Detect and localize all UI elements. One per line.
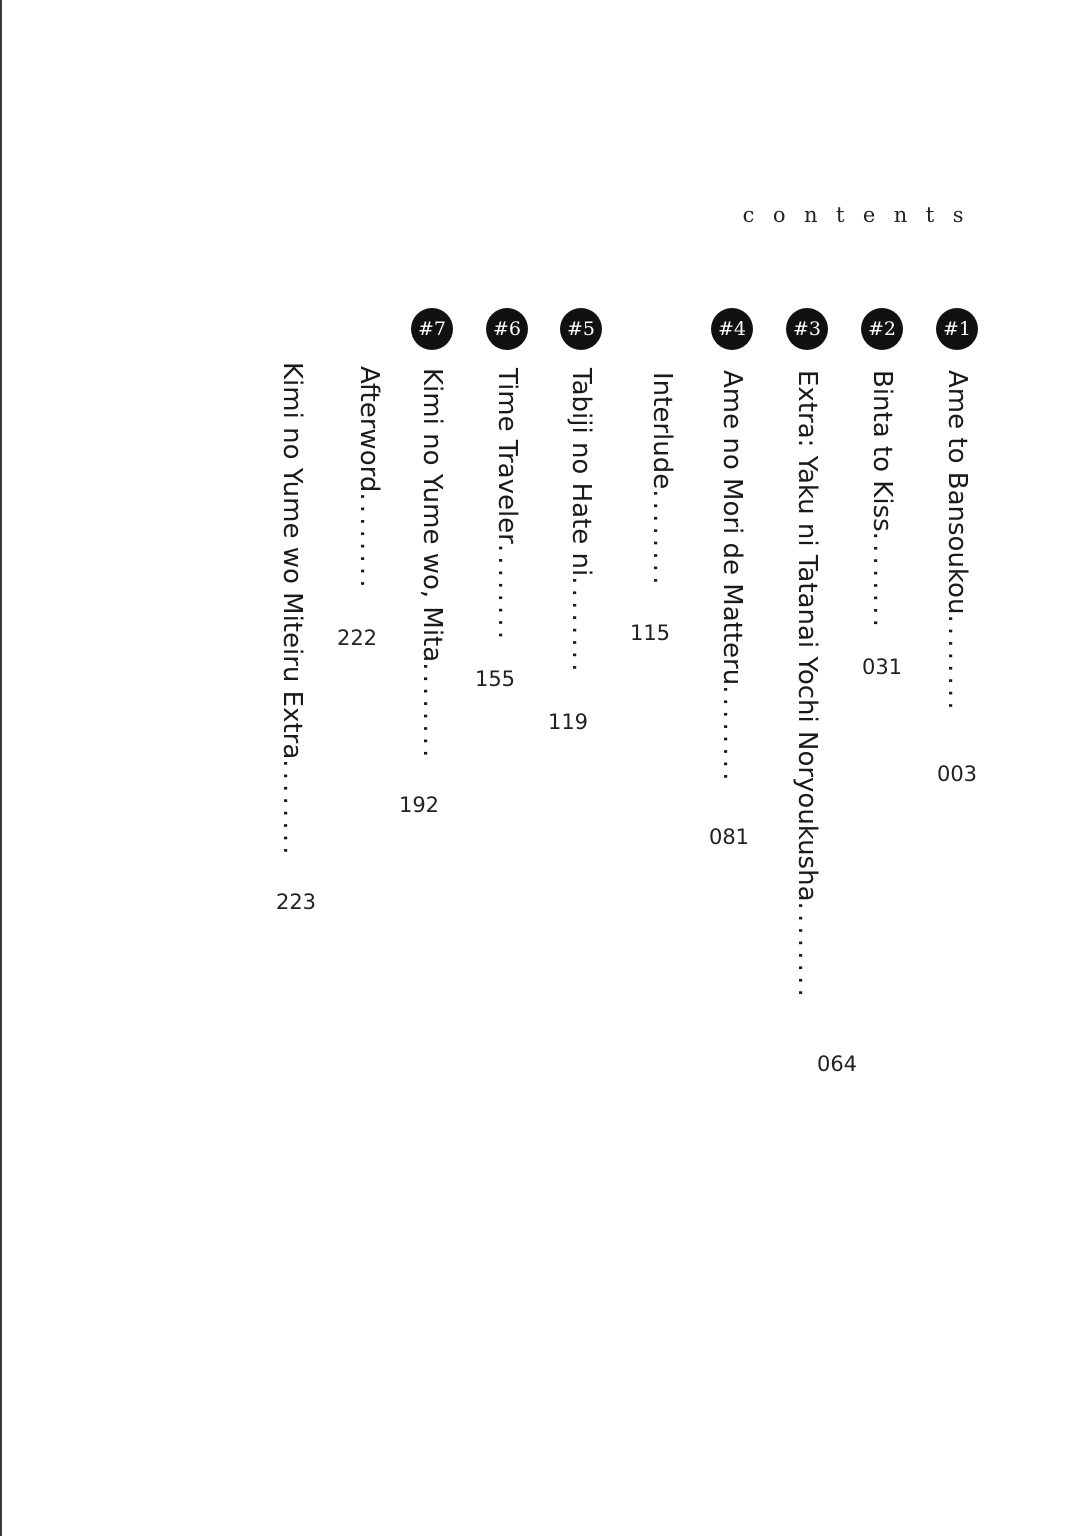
page-number: 155 xyxy=(474,667,516,691)
page-number: 115 xyxy=(629,621,671,645)
chapter-title xyxy=(277,362,307,859)
chapter-title xyxy=(717,370,747,785)
page-number: 031 xyxy=(861,655,903,679)
chapter-title xyxy=(354,366,384,592)
chapter-badge: #1 xyxy=(936,308,978,350)
page-number: 119 xyxy=(547,710,589,734)
leader-dots: ........ xyxy=(566,576,596,676)
chapter-badge: #4 xyxy=(711,308,753,350)
chapter-title-text: Afterword xyxy=(354,366,384,493)
page-number: 223 xyxy=(275,890,317,914)
page-number: 081 xyxy=(708,825,750,849)
chapter-title-text: Time Traveler xyxy=(492,368,522,544)
chapter-title-text: Kimi no Yume wo Miteiru Extra xyxy=(277,362,307,760)
chapter-title xyxy=(942,370,972,714)
chapter-badge: #2 xyxy=(861,308,903,350)
chapter-title-text: Ame no Mori de Matteru xyxy=(717,370,747,686)
chapter-badge: #6 xyxy=(486,308,528,350)
leader-dots: ........ xyxy=(717,685,747,785)
chapter-badge: #7 xyxy=(411,308,453,350)
leader-dots: ........ xyxy=(354,492,384,592)
leader-dots: ........ xyxy=(277,759,307,859)
chapter-title xyxy=(647,372,677,589)
contents-heading: contents xyxy=(742,203,982,227)
chapter-title xyxy=(867,370,897,631)
chapter-title xyxy=(566,368,596,676)
leader-dots: ........ xyxy=(942,614,972,714)
leader-dots: ........ xyxy=(867,531,897,632)
chapter-title-text: Interlude xyxy=(647,372,677,490)
chapter-title xyxy=(417,368,447,762)
chapter-title-text: Extra: Yaku ni Tatanai Yochi Noryoukusha xyxy=(792,370,822,902)
chapter-title-text: Binta to Kiss xyxy=(867,370,897,532)
leader-dots: ........ xyxy=(792,901,822,1001)
chapter-badge: #3 xyxy=(786,308,828,350)
chapter-title xyxy=(792,370,822,1001)
chapter-title-text: Ame to Bansoukou xyxy=(942,370,972,615)
page-number: 003 xyxy=(936,762,978,786)
chapter-title-text: Kimi no Yume wo, Mita xyxy=(417,368,447,663)
leader-dots: ........ xyxy=(492,543,522,644)
chapter-title xyxy=(492,368,522,643)
page-number: 222 xyxy=(336,626,378,650)
leader-dots: ........ xyxy=(647,489,677,589)
page-number: 192 xyxy=(398,793,440,817)
leader-dots: ........ xyxy=(417,662,447,762)
chapter-title-text: Tabiji no Hate ni xyxy=(566,368,596,577)
page-number: 064 xyxy=(816,1052,858,1076)
chapter-badge: #5 xyxy=(560,308,602,350)
